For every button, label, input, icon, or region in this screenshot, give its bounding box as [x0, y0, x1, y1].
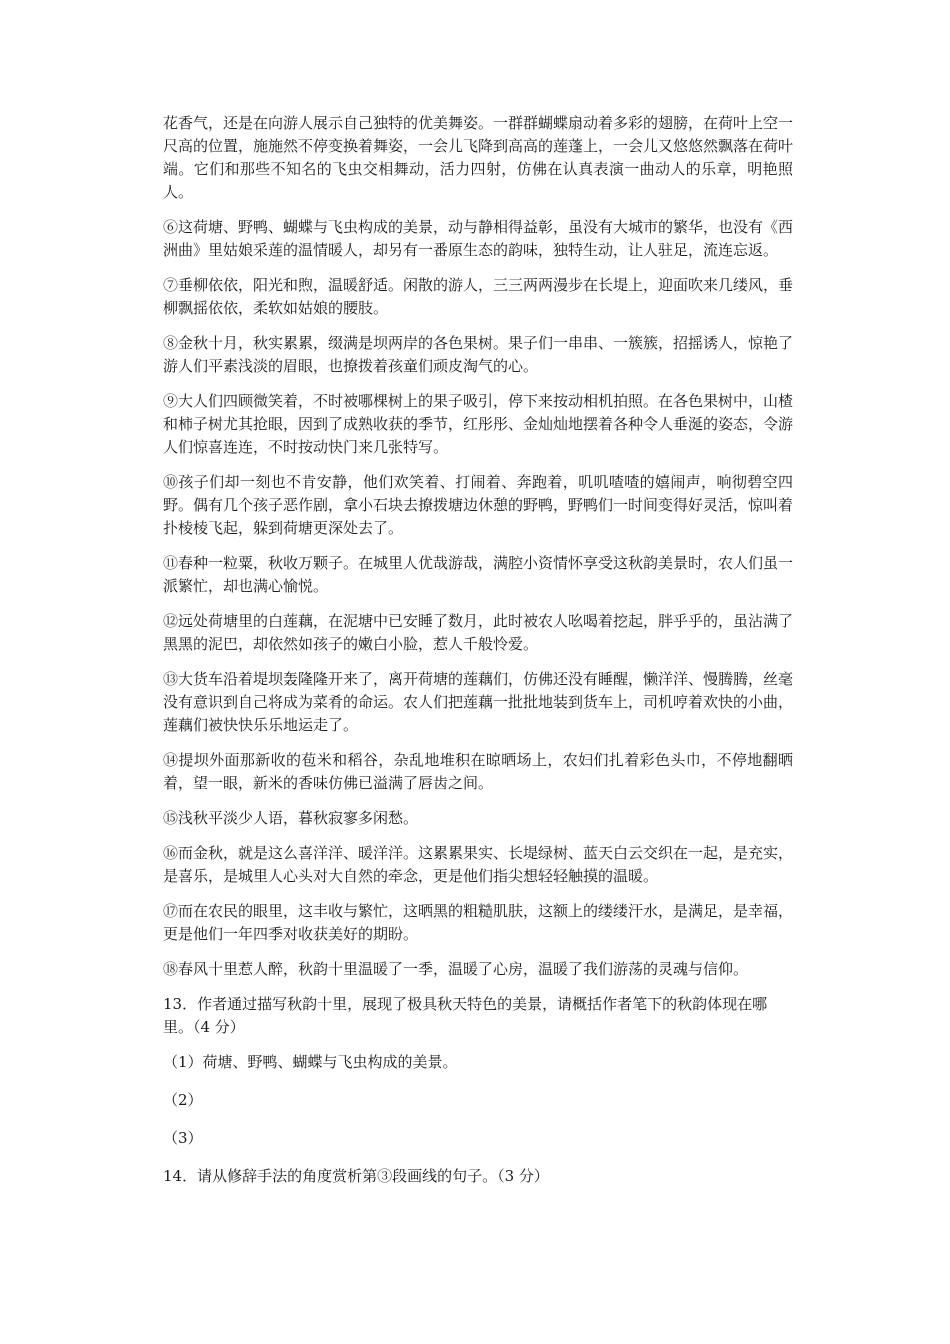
paragraph-14: ⑭提坝外面那新收的苞米和稻谷，杂乱地堆积在晾晒场上，农妇们扎着彩色头巾，不停地翻晒着，望一眼，新米的香味仿佛已溢满了唇齿之间。	[163, 751, 793, 792]
question-13: 13．作者通过描写秋韵十里，展现了极具秋天特色的美景，请概括作者笔下的秋韵体现在哪里。（4 分）	[163, 995, 768, 1036]
paragraph-6: ⑥这荷塘、野鸭、蝴蝶与飞虫构成的美景，动与静相得益彰，虽没有大城市的繁华，也没有《西洲曲》里姑娘采莲的温情暖人，却另有一番原生态的韵味，独特生动，让人驻足，流连忘返。	[163, 218, 794, 259]
paragraph-16: ⑯而金秋，就是这么喜洋洋、暖洋洋。这累累果实、长堤绿树、蓝天白云交织在一起，是充实，是喜乐，是城里人心头对大自然的牵念，更是他们指尖想轻轻触摸的温暖。	[163, 844, 794, 885]
paragraph-8: ⑧金秋十月，秋实累累，缀满是坝两岸的各色果树。果子们一串串、一簇簇，招摇诱人，惊艳了游人们平素浅淡的眉眼，也撩拨着孩童们顽皮淘气的心。	[163, 334, 794, 375]
paragraph-9: ⑨大人们四顾微笑着，不时被哪棵树上的果子吸引，停下来按动相机拍照。在各色果树中，山楂和柿子树尤其抢眼，因到了成熟收获的季节，红彤彤、金灿灿地摆着各种令人垂涎的姿态，令游人们惊喜连连，不时按动快门来几张特写。	[163, 392, 794, 456]
paragraph-7: ⑦垂柳依依，阳光和煦，温暖舒适。闲散的游人，三三两两漫步在长堤上，迎面吹来几缕风，垂柳飘摇依依，柔软如姑娘的腰肢。	[163, 276, 794, 317]
paragraph-18: ⑱春风十里惹人醉，秋韵十里温暖了一季，温暖了心房，温暖了我们游荡的灵魂与信仰。	[163, 960, 749, 978]
paragraph-10: ⑩孩子们却一刻也不肯安静，他们欢笑着、打闹着、奔跑着，叽叽喳喳的嬉闹声，响彻碧空四野。偶有几个孩子恶作剧，拿小石块去撩拨塘边休憩的野鸭，野鸭们一时间变得好灵活，惊叫着扑棱棱飞起，躲到荷塘更深处去了。	[163, 473, 794, 537]
answer-line-2: （2）	[163, 1091, 203, 1109]
paragraph-17: ⑰而在农民的眼里，这丰收与繁忙，这晒黑的粗糙肌肤，这额上的缕缕汗水，是满足，是幸福，更是他们一年四季对收获美好的期盼。	[163, 902, 794, 943]
answer-line-1: （1）荷塘、野鸭、蝴蝶与飞虫构成的美景。	[163, 1053, 458, 1071]
paragraph-11: ⑪春种一粒粟，秋收万颗子。在城里人优哉游哉，满腔小资情怀享受这秋韵美景时，农人们虽一派繁忙，却也满心愉悦。	[163, 554, 794, 595]
question-14: 14．请从修辞手法的角度赏析第③段画线的句子。（3 分）	[163, 1167, 549, 1185]
document-page	[163, 112, 793, 1200]
answer-line-3: （3）	[163, 1129, 203, 1147]
paragraph-12: ⑫远处荷塘里的白莲藕，在泥塘中已安睡了数月，此时被农人吆喝着挖起，胖乎乎的，虽沾满了黑黑的泥巴，却依然如孩子的嫩白小脸，惹人千般怜爱。	[163, 612, 794, 653]
paragraph-5-continued: 花香气，还是在向游人展示自己独特的优美舞姿。一群群蝴蝶扇动着多彩的翅膀，在荷叶上空一尺高的位置，施施然不停变换着舞姿，一会儿飞降到高高的莲蓬上，一会儿又悠悠然飘落在荷叶端。它们和那些不知名的飞虫交相舞动，活力四射，仿佛在认真表演一曲动人的乐章，明艳照人。	[163, 114, 794, 201]
paragraph-15: ⑮浅秋平淡少人语，暮秋寂寥多闲愁。	[163, 809, 419, 827]
paragraph-13: ⑬大货车沿着堤坝轰隆隆开来了，离开荷塘的莲藕们，仿佛还没有睡醒，懒洋洋、慢腾腾，丝毫没有意识到自己将成为菜肴的命运。农人们把莲藕一批批地装到货车上，司机哼着欢快的小曲，莲藕们被快快乐乐地运走了。	[163, 670, 794, 734]
